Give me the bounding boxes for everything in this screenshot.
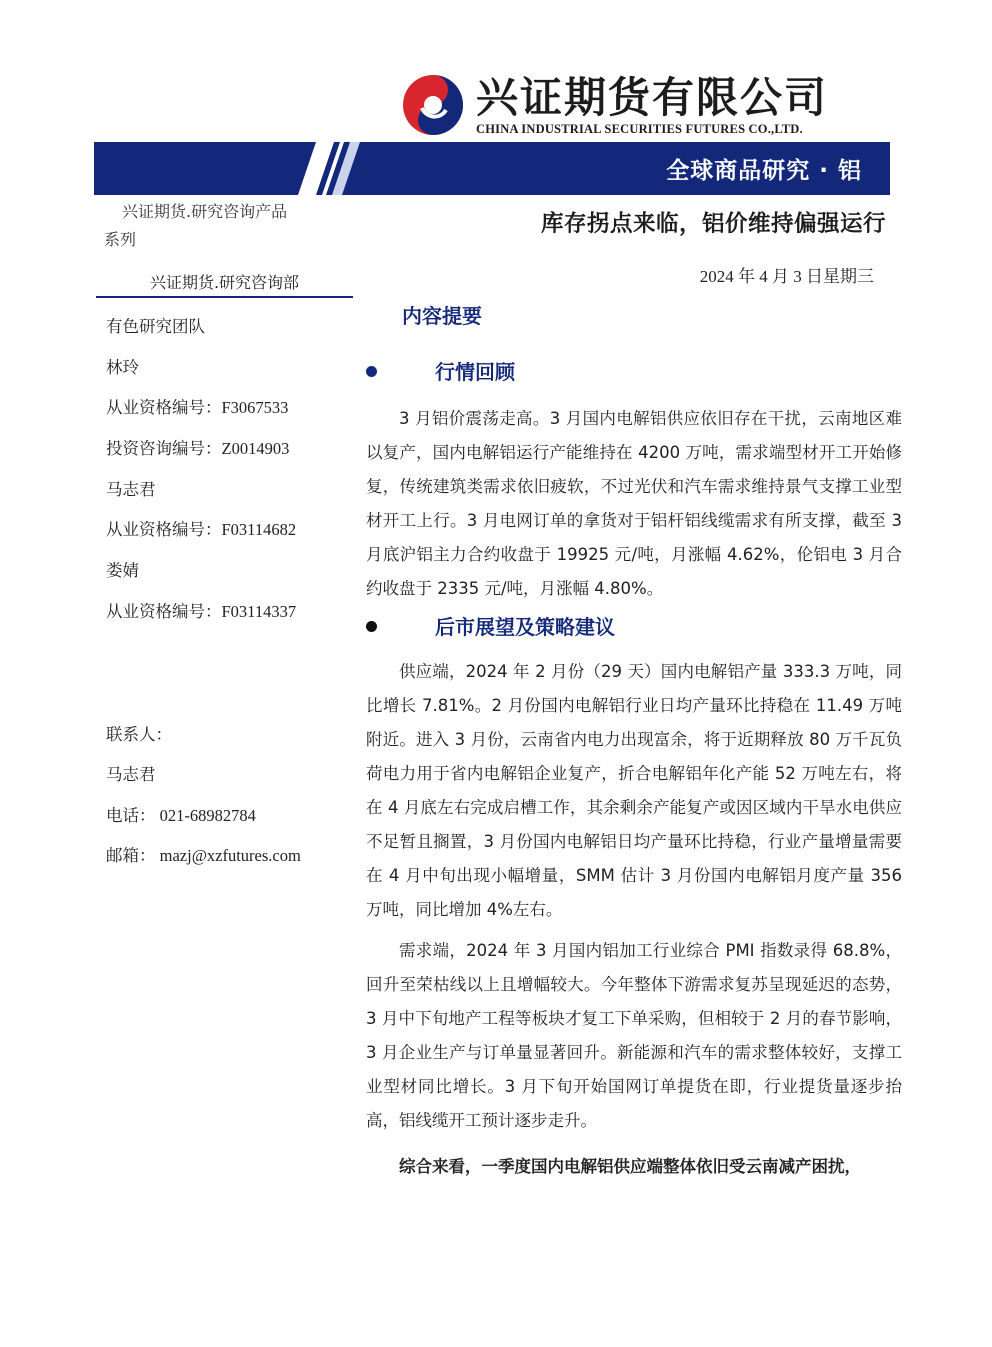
company-name-en: CHINA INDUSTRIAL SECURITIES FUTURES CO.,LTD.: [476, 122, 803, 136]
analyst-name: 马志君: [106, 479, 156, 499]
report-title: 库存拐点来临，铝价维持偏强运行: [540, 211, 886, 237]
series-line-1: 兴证期货.研究咨询产品: [122, 202, 288, 221]
analyst-license: 从业资格编号：F03114682: [106, 520, 297, 540]
banner-title: 全球商品研究 · 铝: [666, 158, 862, 184]
conclusion-paragraph: 综合来看，一季度国内电解铝供应端整体依旧受云南减产困扰，: [399, 1157, 861, 1176]
analyst-name: 林玲: [106, 357, 139, 377]
analyst-license: 从业资格编号：F3067533: [106, 398, 289, 418]
company-name-cn: 兴证期货有限公司: [476, 73, 829, 122]
research-team-list: [106, 312, 356, 638]
analyst-consult-license: 投资咨询编号：Z0014903: [106, 439, 290, 459]
department-label: 兴证期货.研究咨询部: [96, 270, 353, 298]
contact-name: 马志君: [106, 765, 156, 785]
header-banner: [94, 142, 890, 195]
analyst-license: 从业资格编号：F03114337: [106, 601, 297, 621]
contact-block: [106, 720, 366, 881]
bullet-icon: [366, 366, 377, 377]
contact-phone: 电话： 021-68982784: [106, 805, 256, 825]
summary-heading: 内容提要: [402, 304, 482, 328]
supply-paragraph: 供应端，2024 年 2 月份（29 天）国内电解铝产量 333.3 万吨，同比增长 7.81%。2 月份国内电解铝行业日均产量环比持稳在 11.49 万吨附近。进入 3 月份，云南省内电力出现富余，将于近期释放 80 万千瓦负荷电力用于省内电解铝企业复产，折合电解铝年化产能 52 万吨左右，将在 4 月底左右完成启槽工作，其余剩余产能复产或因区域内干旱水电供应不足暂且搁置，3 月份国内电解铝日均产量环比持稳，行业产量增量需要在 4 月中旬出现小幅增量，SMM 估计 3 月份国内电解铝月度产量 356 万吨，同比增加 4%左右。: [366, 662, 902, 919]
section-heading-text: 后市展望及策略建议: [435, 615, 615, 639]
section-heading-text: 行情回顾: [435, 360, 515, 384]
contact-email[interactable]: 邮箱： mazj@xzfutures.com: [106, 845, 301, 865]
demand-paragraph: 需求端，2024 年 3 月国内铝加工行业综合 PMI 指数录得 68.8%，回升至荣枯线以上且增幅较大。今年整体下游需求复苏呈现延迟的态势，3 月中下旬地产工程等板块才复工下单采购，但相较于 2 月的春节影响，3 月企业生产与订单量显著回升。新能源和汽车的需求整体较好，支撑工业型材同比增长。3 月下旬开始国网订单提货在即，行业提货量逐步抬高，铝线缆开工预计逐步走升。: [366, 941, 902, 1130]
team-name: 有色研究团队: [106, 317, 205, 336]
contact-label: 联系人：: [106, 725, 172, 744]
company-logo: [402, 72, 872, 142]
report-date: 2024 年 4 月 3 日星期三: [699, 267, 874, 286]
section-heading-market-review: [366, 356, 515, 385]
analyst-name: 娄婧: [106, 561, 139, 581]
series-line-2: 系列: [104, 230, 137, 249]
bullet-icon: [366, 621, 377, 632]
company-logo-icon: [402, 74, 464, 136]
product-series: [104, 198, 344, 254]
market-review-paragraph: 3 月铝价震荡走高。3 月国内电解铝供应依旧存在干扰，云南地区难以复产，国内电解铝运行产能维持在 4200 万吨，需求端型材开工开始修复，传统建筑类需求依旧疲软，不过光伏和汽车需求维持景气支撑工业型材开工上行。3 月电网订单的拿货对于铝杆铝线缆需求有所支撑，截至 3 月底沪铝主力合约收盘于 19925 元/吨，月涨幅 4.62%，伦铝电 3 月合约收盘于 2335 元/吨，月涨幅 4.80%。: [366, 409, 902, 598]
section-heading-outlook: [366, 611, 615, 640]
